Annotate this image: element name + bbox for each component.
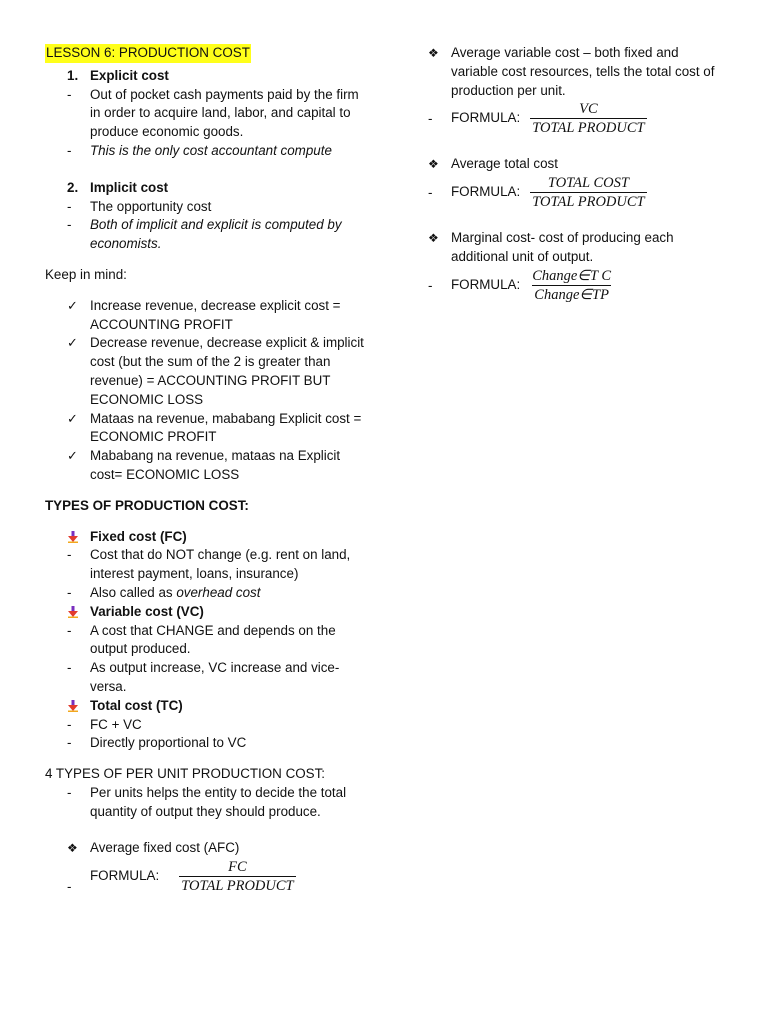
check-item: ✓ Mataas na revenue, mababang Explicit cost = ECONOMIC PROFIT — [67, 410, 362, 445]
avc-item: ❖ Average variable cost – both fixed and variable cost resources, tells the total cost of production per unit. — [428, 45, 715, 98]
list-item: - A cost that CHANGE and depends on the output produced. — [67, 622, 336, 657]
down-arrow-bullet-icon — [67, 531, 79, 543]
diamond-bullet-icon: ❖ — [428, 157, 439, 172]
check-icon: ✓ — [67, 448, 78, 464]
list-item: - This is the only cost accountant compute — [67, 142, 332, 158]
implicit-cost-heading: 2. Implicit cost — [67, 179, 169, 195]
mc-formula: - FORMULA: $\frac{\text{Change∈T C}}{\text{Change∈TP}}$ — [428, 267, 612, 303]
list-item: - Cost that do NOT change (e.g. rent on land, interest payment, loans, insurance) — [67, 547, 351, 582]
fixed-cost-heading: Fixed cost (FC) — [45, 528, 370, 547]
check-item: ✓ Decrease revenue, decrease explicit & implicit cost (but the sum of the 2 is greater than revenue) = ACCOUNTING PROFIT BUT ECONOMIC LOSS — [67, 335, 364, 407]
check-icon: ✓ — [67, 410, 78, 426]
list-item: - As output increase, VC increase and vice-versa. — [67, 660, 340, 694]
total-cost-heading: Total cost (TC) — [45, 697, 370, 716]
check-icon: ✓ — [67, 297, 78, 313]
per-unit-heading: 4 TYPES OF PER UNIT PRODUCTION COST: — [45, 766, 326, 782]
check-item: ✓ Mababang na revenue, mataas na Explicit cost= ECONOMIC LOSS — [67, 448, 341, 482]
list-item: - FC + VC — [67, 716, 142, 732]
diamond-bullet-icon: ❖ — [428, 231, 439, 246]
keep-in-mind-label: Keep in mind: — [45, 266, 127, 282]
diamond-bullet-icon: ❖ — [428, 46, 439, 60]
left-column — [45, 44, 370, 895]
afc-formula: - FORMULA: $\frac{FC}{\text{TOTAL PRODUCT}}$ — [67, 859, 294, 895]
list-item: - Out of pocket cash payments paid by the firm in order to acquire land, labor, and capital to produce economic goods. — [67, 86, 359, 140]
fraction: $\frac{VC}{\text{TOTAL PRODUCT}}$ — [532, 101, 645, 137]
right-column — [428, 44, 728, 304]
afc-item: ❖ Average fixed cost (AFC) — [45, 839, 370, 858]
atc-formula: - FORMULA: $\frac{\text{TOTAL COST}}{\text{TOTAL PRODUCT}}$ — [428, 175, 645, 211]
avc-formula: - FORMULA: $\frac{VC}{\text{TOTAL PRODUCT}}$ — [428, 101, 645, 137]
list-item: - Directly proportional to VC — [67, 735, 247, 751]
list-item: - The opportunity cost — [67, 198, 212, 214]
diamond-bullet-icon: ❖ — [67, 841, 78, 856]
mc-item: ❖ Marginal cost- cost of producing each additional unit of output. — [428, 230, 674, 264]
list-item: - Also called as overhead cost — [67, 584, 261, 600]
types-heading: TYPES OF PRODUCTION COST: — [45, 497, 249, 513]
atc-item: ❖ Average total cost — [428, 155, 728, 174]
fraction: $\frac{\text{Change∈T C}}{\text{Change∈TP}}$ — [532, 267, 612, 303]
list-item: - Per units helps the entity to decide the total quantity of output they should produce. — [67, 784, 347, 819]
down-arrow-bullet-icon — [67, 606, 79, 618]
fraction: $\frac{FC}{\text{TOTAL PRODUCT}}$ — [181, 859, 294, 895]
variable-cost-heading: Variable cost (VC) — [45, 603, 370, 622]
check-icon: ✓ — [67, 335, 78, 351]
explicit-cost-heading: 1. Explicit cost — [67, 67, 169, 83]
page-title: LESSON 6: PRODUCTION COST — [45, 44, 370, 67]
fraction: $\frac{\text{TOTAL COST}}{\text{TOTAL PRODUCT}}$ — [532, 175, 645, 211]
down-arrow-bullet-icon — [67, 700, 79, 712]
check-item: ✓ Increase revenue, decrease explicit cost = ACCOUNTING PROFIT — [67, 297, 341, 332]
list-item: - Both of implicit and explicit is computed by economists. — [67, 217, 342, 252]
